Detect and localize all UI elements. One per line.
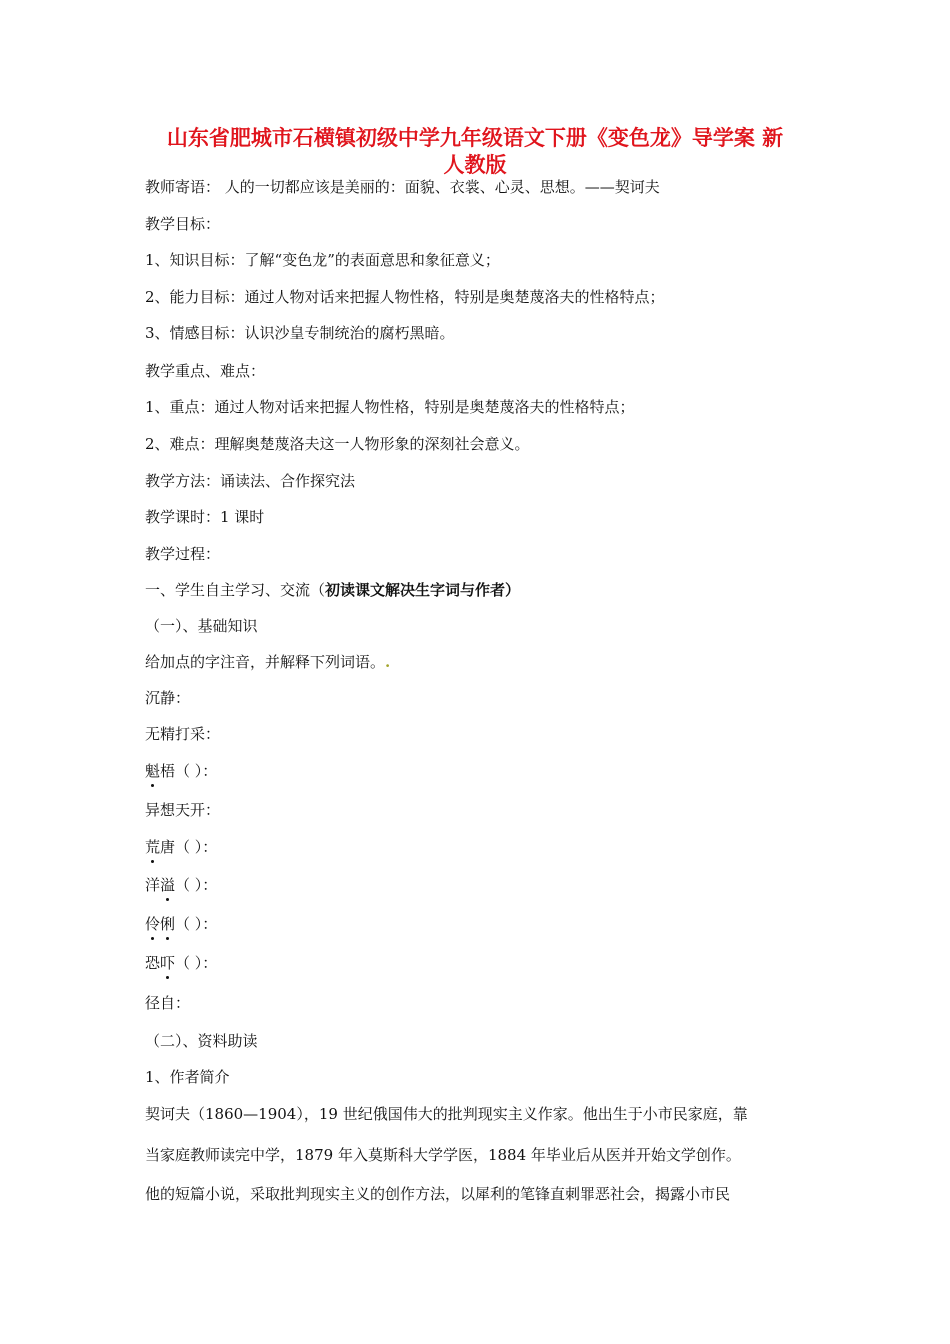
teaching-hours: 教学课时：1 课时 xyxy=(145,508,265,526)
vocab-item: 魁梧（ ）： xyxy=(145,762,218,780)
dotted-char: 荒 xyxy=(145,838,161,856)
teaching-method: 教学方法：诵读法、合作探究法 xyxy=(145,472,356,490)
goal-item: 1、知识目标：了解“变色龙”的表面意思和象征意义； xyxy=(145,251,500,269)
vocab-item: 洋溢（ ）： xyxy=(145,876,218,894)
vocab-item: 异想天开： xyxy=(145,801,221,819)
bio-line: 当家庭教师读完中学，1879 年入莫斯科大学学医，1884 年毕业后从医并开始文学创作。 xyxy=(145,1146,741,1164)
vocab-item: 伶俐（ ）： xyxy=(145,915,218,933)
dotted-char: 伶 xyxy=(145,915,161,933)
title-line-2: 人教版 xyxy=(443,152,507,177)
dotted-char: 魁 xyxy=(145,762,161,780)
dotted-char: 吓 xyxy=(160,954,176,972)
teacher-motto: 教师寄语： 人的一切都应该是美丽的：面貌、衣裳、心灵、思想。——契诃夫 xyxy=(145,178,660,196)
subsection-heading: （一）、基础知识 xyxy=(145,617,258,635)
vocab-item: 无精打采： xyxy=(145,725,221,743)
section-heading xyxy=(145,580,520,600)
title-line-1: 山东省肥城市石横镇初级中学九年级语文下册《变色龙》导学案 新 xyxy=(166,125,784,150)
exercise-instruction xyxy=(145,652,390,672)
dotted-char: 溢 xyxy=(160,876,176,894)
page-title xyxy=(140,124,810,178)
process-heading: 教学过程： xyxy=(145,545,221,563)
section-heading-bold: 初读课文解决生字词与作者） xyxy=(325,581,521,599)
instruction-mark: . xyxy=(385,653,391,671)
key-point-item: 2、难点：理解奥楚蔑洛夫这一人物形象的深刻社会意义。 xyxy=(145,435,530,453)
instruction-text: 给加点的字注音，并解释下列词语。 xyxy=(145,653,386,671)
vocab-item: 径自： xyxy=(145,994,191,1012)
bio-line: 他的短篇小说，采取批判现实主义的创作方法，以犀利的笔锋直刺罪恶社会，揭露小市民 xyxy=(145,1185,731,1203)
goal-item: 2、能力目标：通过人物对话来把握人物性格，特别是奥楚蔑洛夫的性格特点； xyxy=(145,288,665,306)
goals-heading: 教学目标： xyxy=(145,215,221,233)
vocab-item: 恐吓（ ）： xyxy=(145,954,218,972)
key-points-heading: 教学重点、难点： xyxy=(145,362,266,380)
dotted-char: 俐 xyxy=(160,915,176,933)
section-heading-prefix: 一、学生自主学习、交流（ xyxy=(145,581,326,599)
vocab-item: 沉静： xyxy=(145,689,191,707)
subsection-heading: （二）、资料助读 xyxy=(145,1032,258,1050)
bio-line: 契诃夫（1860—1904），19 世纪俄国伟大的批判现实主义作家。他出生于小市民家庭，靠 xyxy=(145,1105,748,1123)
goal-item: 3、情感目标：认识沙皇专制统治的腐朽黑暗。 xyxy=(145,324,455,342)
author-heading: 1、作者简介 xyxy=(145,1068,230,1086)
vocab-item: 荒唐（ ）： xyxy=(145,838,218,856)
key-point-item: 1、重点：通过人物对话来把握人物性格，特别是奥楚蔑洛夫的性格特点； xyxy=(145,398,635,416)
